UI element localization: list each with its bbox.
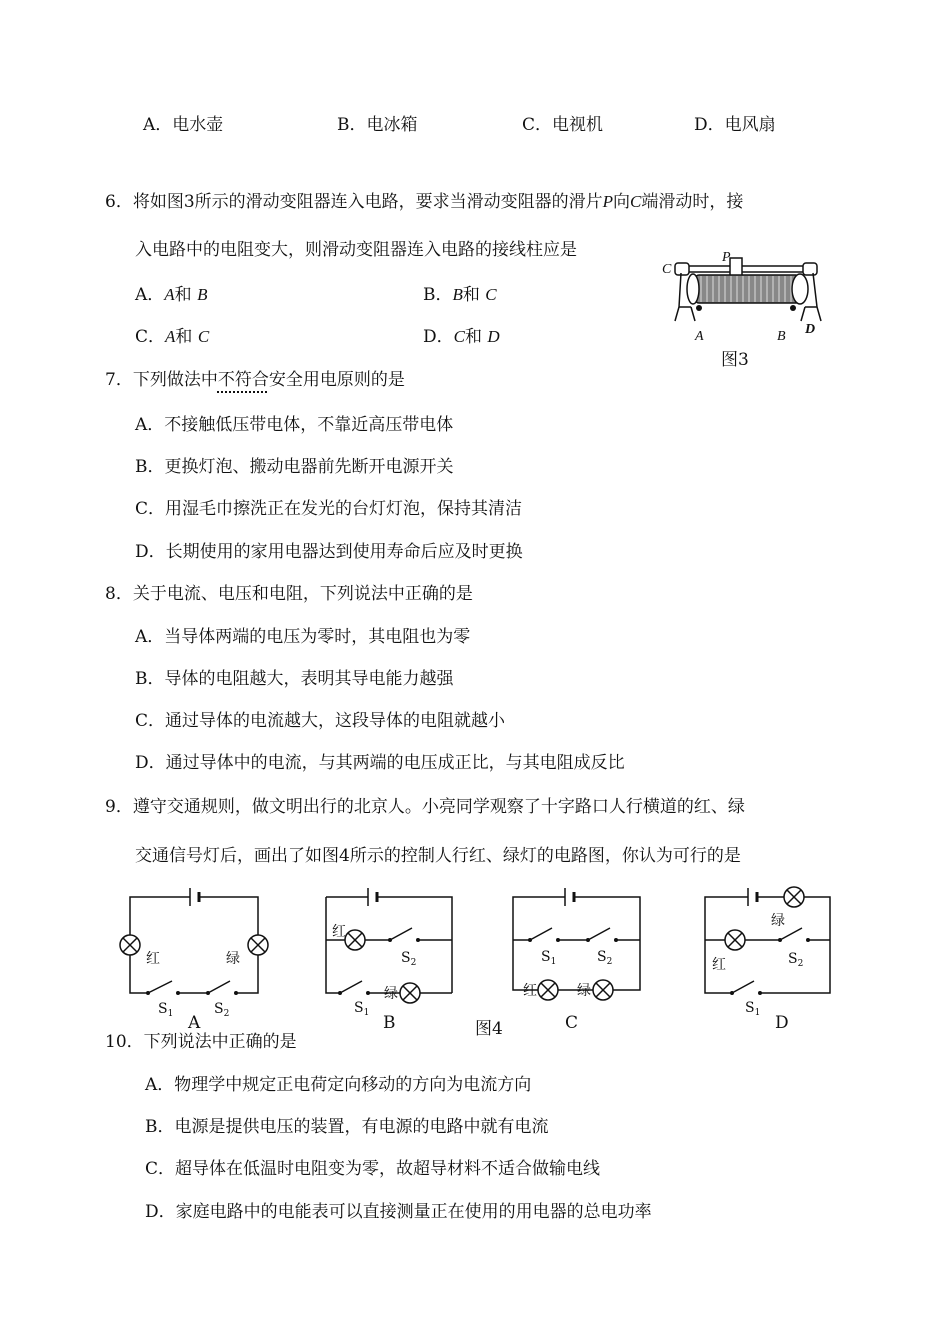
svg-text:S2: $S_2$ <box>401 950 417 968</box>
figure-3-caption: 图3 <box>721 350 749 370</box>
circuit-d-label: D <box>775 1013 789 1033</box>
circuit-a-label: A <box>188 1013 201 1033</box>
svg-text:绿: 绿 <box>577 983 591 999</box>
q5-option-d: D．电风扇 <box>694 115 776 135</box>
q10-option-d: D．家庭电路中的电能表可以直接测量正在使用的用电器的总电功率 <box>145 1202 652 1222</box>
svg-text:S2: $S_2$ <box>788 951 804 969</box>
q8-option-a: A．当导体两端的电压为零时，其电阻也为零 <box>135 627 471 647</box>
q5-option-b: B．电冰箱 <box>337 115 418 135</box>
q7-emphasis: 不符合 <box>217 370 269 390</box>
svg-text:S2: $S_2$ <box>597 949 613 967</box>
terminal-a-label: A <box>695 329 704 344</box>
q6-p-label: P <box>602 192 614 211</box>
q9-stem-line2: 交通信号灯后，画出了如图4所示的控制人行红、绿灯的电路图，你认为可行的是 <box>135 846 741 866</box>
q5-option-a: A．电水壶 <box>143 115 224 135</box>
svg-text:绿: 绿 <box>226 951 240 967</box>
q8-option-d: D．通过导体中的电流，与其两端的电压成正比，与其电阻成反比 <box>135 753 625 773</box>
q6-stem-line2: 入电路中的电阻变大，则滑动变阻器连入电路的接线柱应是 <box>135 240 577 260</box>
q8-option-c: C．通过导体的电流越大，这段导体的电阻就越小 <box>135 711 506 731</box>
slider-p-label: P <box>722 250 731 265</box>
q7-option-b: B．更换灯泡、搬动电器前先断开电源开关 <box>135 457 454 477</box>
svg-text:红: 红 <box>712 957 726 973</box>
q6-option-b: B．B和 C <box>423 285 497 305</box>
q10-option-b: B．电源是提供电压的装置，有电源的电路中就有电流 <box>145 1117 549 1137</box>
svg-text:红: 红 <box>523 983 537 999</box>
circuit-c-label: C <box>565 1013 579 1033</box>
svg-text:绿: 绿 <box>771 913 785 929</box>
svg-text:S2: $S_2$ <box>214 1001 230 1019</box>
q9-stem-line1: 9．遵守交通规则，做文明出行的北京人。小亮同学观察了十字路口人行横道的红、绿 <box>105 797 745 817</box>
terminal-b-label: B <box>777 329 786 344</box>
svg-text:S1: $S_1$ <box>158 1001 174 1019</box>
q7-option-d: D．长期使用的家用电器达到使用寿命后应及时更换 <box>135 542 523 562</box>
q8-stem: 8．关于电流、电压和电阻，下列说法中正确的是 <box>105 584 473 604</box>
svg-text:S1: $S_1$ <box>354 1000 370 1018</box>
q5-option-c: C．电视机 <box>522 115 604 135</box>
q10-option-a: A．物理学中规定正电荷定向移动的方向为电流方向 <box>145 1075 532 1095</box>
q10-option-c: C．超导体在低温时电阻变为零，故超导材料不适合做输电线 <box>145 1159 601 1179</box>
figure-4-caption: 图4 <box>475 1019 503 1039</box>
svg-text:S1: $S_1$ <box>745 1000 761 1018</box>
q7-option-c: C．用湿毛巾擦洗正在发光的台灯灯泡，保持其清洁 <box>135 499 523 519</box>
q10-stem: 10．下列说法中正确的是 <box>105 1032 297 1052</box>
q7-stem: 7．下列做法中不符合安全用电原则的是 <box>105 370 405 390</box>
svg-text:红: 红 <box>146 951 160 967</box>
circuit-figure-4 <box>100 870 860 1040</box>
q6-option-c: C．A和 C <box>135 327 210 347</box>
terminal-d-label: D <box>805 322 816 337</box>
q6-c-label: C <box>630 192 642 211</box>
circuit-b-label: B <box>383 1013 396 1033</box>
rheostat-figure <box>655 245 835 375</box>
svg-text:S1: $S_1$ <box>541 949 557 967</box>
terminal-c-label: C <box>662 262 672 277</box>
svg-text:绿: 绿 <box>384 986 398 1002</box>
q6-option-d: D．C和 D <box>423 327 500 347</box>
svg-text:红: 红 <box>332 924 346 940</box>
q8-option-b: B．导体的电阻越大，表明其导电能力越强 <box>135 669 454 689</box>
q7-option-a: A．不接触低压带电体，不靠近高压带电体 <box>135 415 454 435</box>
q6-stem-line1: 6．将如图3所示的滑动变阻器连入电路，要求当滑动变阻器的滑片P向C端滑动时，接 <box>105 192 744 212</box>
q6-option-a: A．A和 B <box>135 285 208 305</box>
